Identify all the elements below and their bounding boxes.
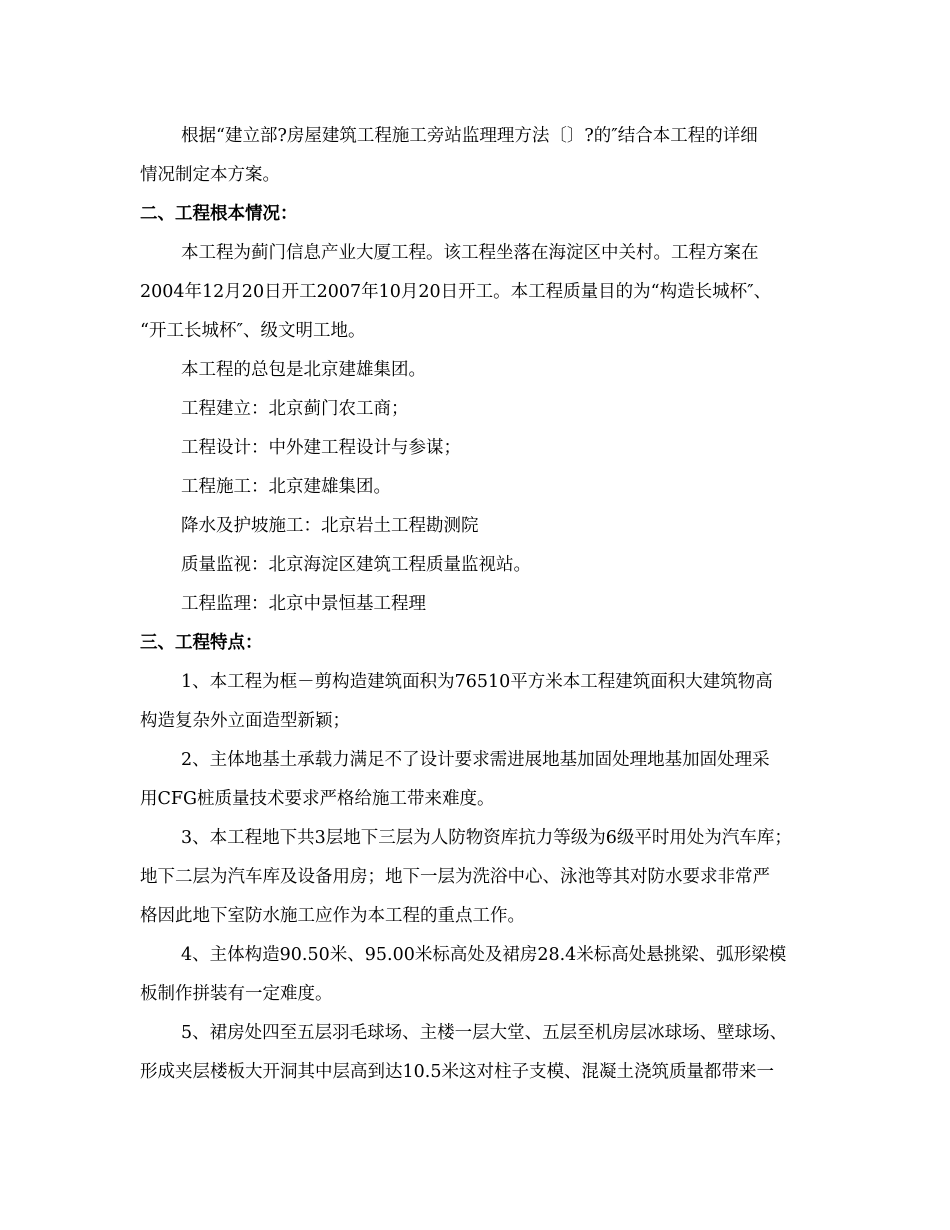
dewatering-line: 降水及护坡施工：北京岩土工程勘测院	[181, 516, 479, 536]
point-5-line-2: 形成夹层楼板大开洞其中层高到达10.5米这对柱子支模、混凝土浇筑质量都带来一	[140, 1062, 774, 1082]
quality-supervision-line: 质量监视：北京海淀区建筑工程质量监视站。	[181, 555, 531, 575]
project-design-line: 工程设计：中外建工程设计与参谋；	[181, 438, 461, 458]
section-2-paragraph-line-3: “开工长城杯″、级文明工地。	[140, 321, 366, 341]
point-4-line-2: 板制作拼装有一定难度。	[140, 984, 333, 1004]
project-supervision-line: 工程监理：北京中景恒基工程理	[181, 594, 426, 614]
section-2-paragraph-line-2: 2004年12月20日开工2007年10月20日开工。本工程质量目的为“构造长城杯″、	[140, 282, 772, 302]
point-1-line-2: 构造复杂外立面造型新颖；	[140, 711, 350, 731]
project-owner-line: 工程建立：北京蓟门农工商；	[181, 399, 409, 419]
section-2-paragraph-line-1: 本工程为蓟门信息产业大厦工程。该工程坐落在海淀区中关村。工程方案在	[181, 243, 759, 263]
point-3-line-2: 地下二层为汽车库及设备用房；地下一层为洗浴中心、泳池等其对防水要求非常严	[140, 867, 770, 887]
point-1-line-1: 1、本工程为框－剪构造建筑面积为76510平方米本工程建筑面积大建筑物高	[181, 672, 773, 692]
section-2-heading: 二、工程根本情况：	[140, 204, 298, 224]
intro-line-2: 情况制定本方案。	[140, 165, 280, 185]
point-2-line-2: 用CFG桩质量技术要求严格给施工带来难度。	[140, 789, 495, 809]
point-4-line-1: 4、主体构造90.50米、95.00米标高处及裙房28.4米标高处悬挑梁、弧形梁模	[181, 945, 787, 965]
point-3-line-3: 格因此地下室防水施工应作为本工程的重点工作。	[140, 906, 525, 926]
project-construction-line: 工程施工：北京建雄集团。	[181, 477, 391, 497]
point-3-line-1: 3、本工程地下共3层地下三层为人防物资库抗力等级为6级平时用处为汽车库；	[181, 828, 792, 848]
point-2-line-1: 2、主体地基土承载力满足不了设计要求需进展地基加固处理地基加固处理采	[181, 750, 770, 770]
intro-line-1: 根据“建立部?房屋建筑工程施工旁站监理理方法〔〕?的″结合本工程的详细	[181, 126, 758, 146]
general-contractor-line: 本工程的总包是北京建雄集团。	[181, 360, 426, 380]
point-5-line-1: 5、裙房处四至五层羽毛球场、主楼一层大堂、五层至机房层冰球场、壁球场、	[181, 1023, 788, 1043]
section-3-heading: 三、工程特点：	[140, 633, 263, 653]
